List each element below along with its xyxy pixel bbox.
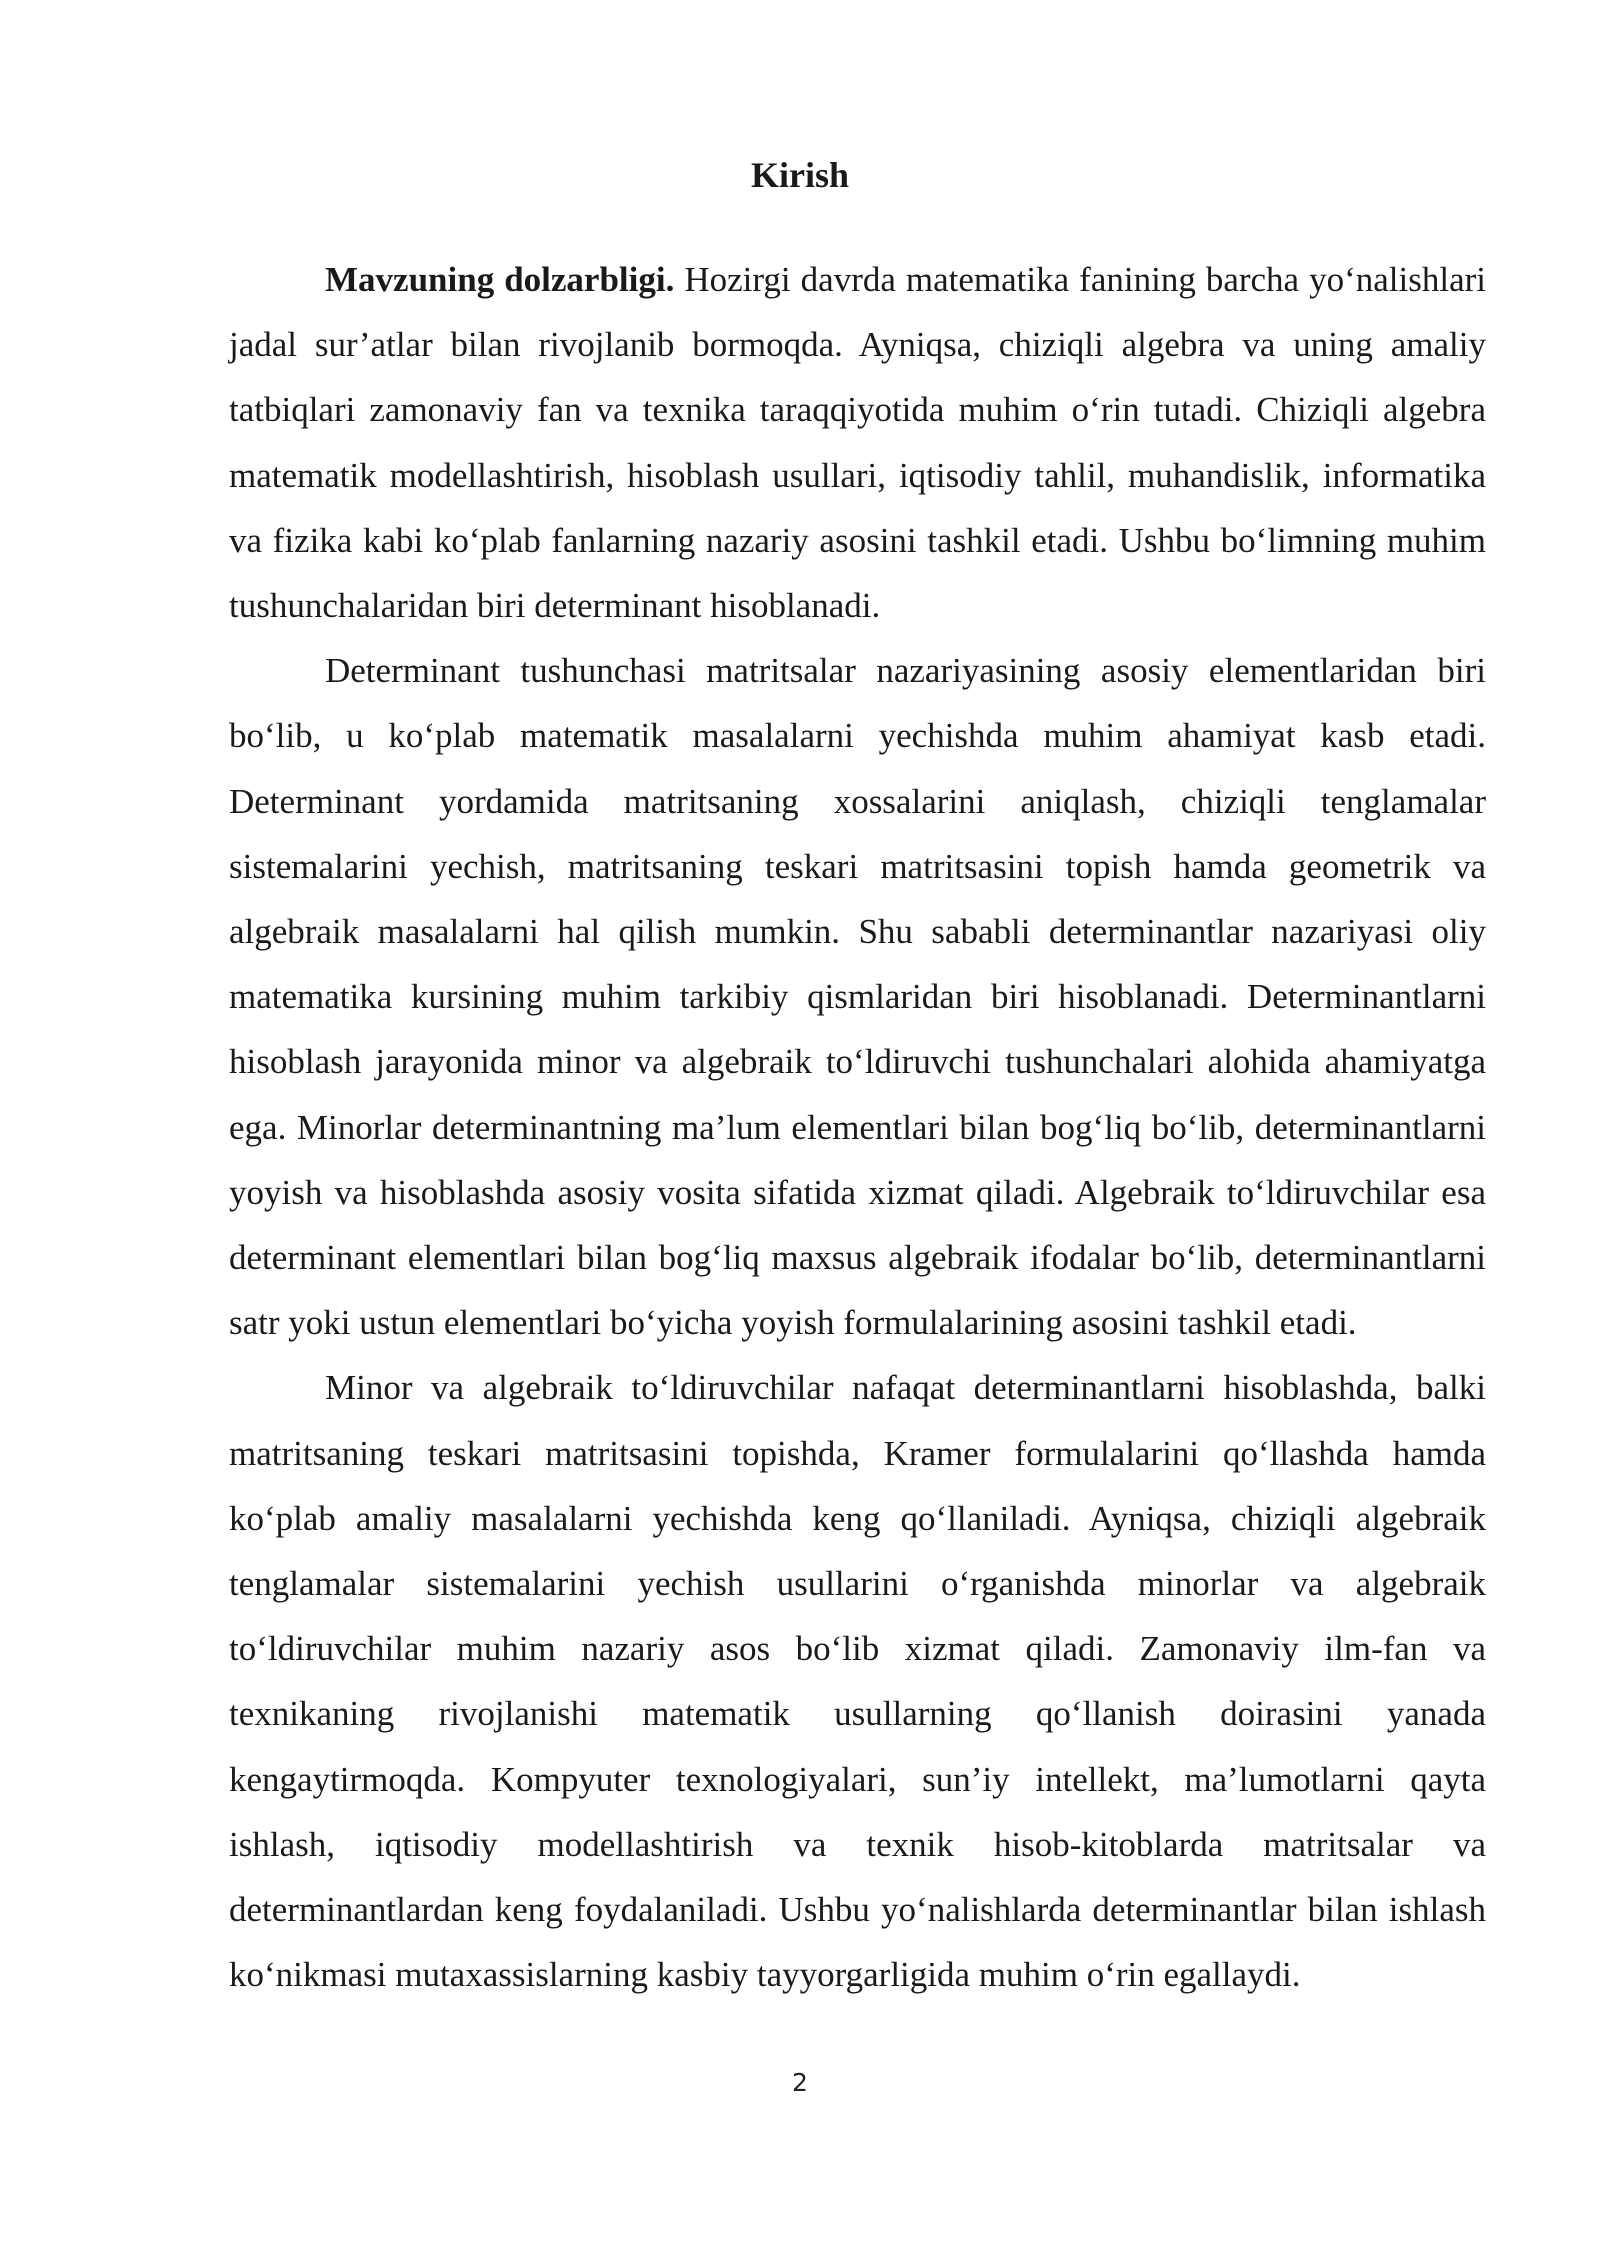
paragraph-relevance (229, 247, 1486, 638)
paragraph-text: Determinant tushunchasi matritsalar nazariyasining asosiy elementlaridan biri bo‘lib, u ko‘plab matematik masalalarni yechishda muhim ahamiyat kasb etadi. Determinant yordamida matritsaning xossalarini aniqlash, chiziqli tenglamalar sistemalarini yechish, matritsaning teskari matritsasini topish hamda geometrik va algebraik masalalarni hal qilish mumkin. Shu sababli determinantlar nazariyasi oliy matematika kursining muhim tarkibiy qismlaridan biri hisoblanadi. Determinantlarni hisoblash jarayonida minor va algebraik to‘ldiruvchi tushunchalari alohida ahamiyatga ega. Minorlar determinantning ma’lum elementlari bilan bog‘liq bo‘lib, determinantlarni yoyish va hisoblashda asosiy vosita sifatida xizmat qiladi. Algebraik to‘ldiruvchilar esa determinant elementlari bilan bog‘liq maxsus algebraik ifodalar bo‘lib, determinantlarni satr yoki ustun elementlari bo‘yicha yoyish formulalarining asosini tashkil etadi. (229, 651, 1486, 1343)
page-title: Kirish (750, 155, 849, 195)
paragraph-determinant (229, 638, 1486, 1355)
paragraph-minor (229, 1355, 1486, 2007)
document-body (229, 247, 1486, 2007)
page-number: 2 (792, 2068, 808, 2097)
paragraph-text: Minor va algebraik to‘ldiruvchilar nafaqat determinantlarni hisoblashda, balki matritsaning teskari matritsasini topishda, Kramer formulalarini qo‘llashda hamda ko‘plab amaliy masalalarni yechishda keng qo‘llaniladi. Ayniqsa, chiziqli algebraik tenglamalar sistemalarini yechish usullarini o‘rganishda minorlar va algebraik to‘ldiruvchilar muhim nazariy asos bo‘lib xizmat qiladi. Zamonaviy ilm-fan va texnikaning rivojlanishi matematik usullarning qo‘llanish doirasini yanada kengaytirmoqda. Kompyuter texnologiyalari, sun’iy intellekt, ma’lumotlarni qayta ishlash, iqtisodiy modellashtirish va texnik hisob-kitoblarda matritsalar va determinantlardan keng foydalaniladi. Ushbu yo‘nalishlarda determinantlar bilan ishlash ko‘nikmasi mutaxassislarning kasbiy tayyorgarligida muhim o‘rin egallaydi. (229, 1368, 1486, 1995)
paragraph-lead-heading: Mavzuning dolzarbligi. (325, 260, 675, 299)
paragraph-text: Hozirgi davrda matematika fanining barcha yo‘nalishlari jadal sur’atlar bilan rivojlanib bormoqda. Ayniqsa, chiziqli algebra va uning amaliy tatbiqlari zamonaviy fan va texnika taraqqiyotida muhim o‘rin tutadi. Chiziqli algebra matematik modellashtirish, hisoblash usullari, iqtisodiy tahlil, muhandislik, informatika va fizika kabi ko‘plab fanlarning nazariy asosini tashkil etadi. Ushbu bo‘limning muhim tushunchalaridan biri determinant hisoblanadi. (229, 260, 1486, 626)
